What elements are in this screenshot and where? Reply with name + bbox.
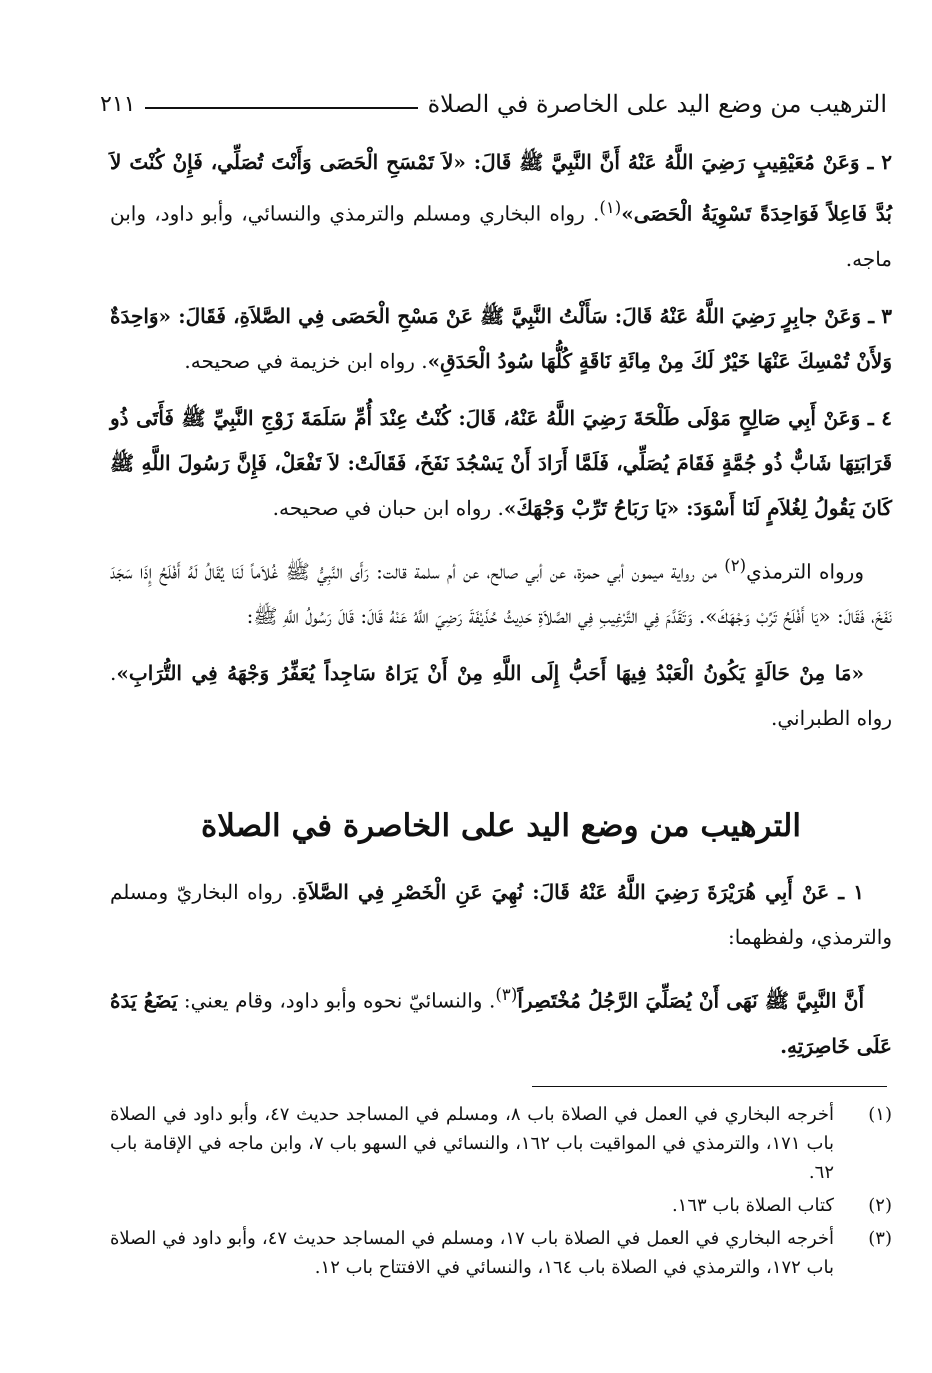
section-text [110, 870, 892, 1081]
hadith-text: يَضَعُ يَدَهُ عَلَى خَاصِرَتِهِ. [110, 988, 892, 1058]
hadith-text: ٢ ـ وَعَنْ مُعَيْقِيبٍ رَضِيَ اللَّهُ عَنْهُ أَنَّ النَّبِيَّ ﷺ قَالَ: «لاَ تَمْسَحِ الْحَصَى وَأَنْتَ تُصَلِّي، فَإِنْ كُنْتَ لاَ بُدَّ فَاعِلاً فَوَاحِدَةً تَسْوِيَةُ الْحَصَى» [110, 150, 892, 226]
main-text [110, 140, 892, 753]
source-text: . رواه الطبراني. [110, 661, 892, 731]
hadith-text: ٤ ـ وَعَنْ أَبِي صَالِحٍ مَوْلَى طَلْحَةَ رَضِيَ اللَّهُ عَنْهُ، قَالَ: كُنْتُ عِنْدَ أُمِّ سَلَمَةَ زَوْجِ النَّبِيِّ ﷺ فَأَتَى ذُو قَرَابَتِهَا شَابٌّ ذُو جُمَّةٍ فَقَامَ يُصَلِّي، فَلَمَّا أَرَادَ أَنْ يَسْجُدَ نَفَخَ، فَقَالَتْ: لاَ تَفْعَلْ، فَإِنَّ رَسُولَ اللَّهِ ﷺ كَانَ يَقُولُ لِغُلاَمٍ لَنَا أَسْوَدَ: «يَا رَبَاحُ تَرِّبْ وَجْهَكَ» [110, 405, 892, 520]
source-text: . رواه ابن خزيمة في صحيحه. [184, 348, 428, 373]
source-text: . رواه البخاري ومسلم والترمذي والنسائي، وأبو داود، وابن ماجه. [110, 201, 892, 271]
footnote-ref: (١) [599, 198, 622, 217]
footnote-number: (٢) [868, 1195, 892, 1216]
tirmidhi-paragraph [110, 543, 892, 640]
narration-text: ورواه الترمذي [746, 559, 864, 584]
hadith-paragraph-3 [110, 294, 892, 384]
footnote-text: كتاب الصلاة باب ١٦٣. [671, 1195, 834, 1216]
footnote-item [110, 1191, 892, 1220]
footnote-ref: (٢) [724, 555, 747, 575]
footnotes [110, 1100, 892, 1286]
source-text: . رواه البخاريّ ومسلم والترمذي، ولفظهما: [110, 880, 892, 949]
hadith-text: ١ ـ عَنْ أَبِي هُرَيْرَةَ رَضِيَ اللَّهُ عَنْهُ قَالَ: نُهِيَ عَنِ الْخَصْرِ فِي الصَّلاَةِ [297, 880, 864, 904]
hadith-text: أَنَّ النَّبِيَّ ﷺ نَهَى أَنْ يُصَلِّيَ الرَّجُلُ مُخْتَصِراً [517, 988, 864, 1013]
header-rule [145, 107, 417, 109]
footnote-number: (١) [868, 1104, 892, 1125]
hadith-text: ٣ ـ وَعَنْ جابِرٍ رَضِيَ اللَّهُ عَنْهُ قَالَ: سَأَلْتُ النَّبِيَّ ﷺ عَنْ مَسْحِ الْحَصَى فِي الصَّلاَةِ، فَقَالَ: «وَاحِدَةٌ وَلأَنْ تُمْسِكَ عَنْهَا خَيْرٌ لَكَ مِنْ مِائَةِ نَاقَةٍ كُلُّهَا سُودُ الْحَدَقِ» [110, 303, 892, 373]
section-hadith-1-wording [110, 972, 892, 1069]
hadith-paragraph-2 [110, 140, 892, 282]
section-heading: الترهيب من وضع اليد على الخاصرة في الصلاة [200, 808, 801, 844]
footnote-rule [532, 1086, 887, 1087]
footnote-number: (٣) [868, 1228, 892, 1249]
quote-paragraph [110, 651, 892, 741]
running-title: الترهيب من وضع اليد على الخاصرة في الصلاة [427, 90, 887, 118]
hadith-paragraph-4 [110, 396, 892, 531]
source-text: . رواه ابن حبان في صحيحه. [272, 495, 504, 520]
footnote-ref: (٣) [495, 985, 518, 1004]
footnote-text: أخرجه البخاري في العمل في الصلاة باب ٨، ومسلم في المساجد حديث ٤٧، وأبو داود في الصلاة باب ١٧١، والترمذي في المواقيت باب ١٦٢، والنسائي في السهو باب ٧، وابن ماجه في الإقامة باب ٦٢. [110, 1104, 834, 1183]
hadith-text: «مَا مِنْ حَالَةٍ يَكُونُ الْعَبْدُ فِيهَا أَحَبُّ إِلَى اللَّهِ مِنْ أَنْ يَرَاهُ سَاجِداً يُعَفِّرُ وَجْهَهُ فِي التُّرَابِ» [116, 661, 864, 686]
footnote-text: أخرجه البخاري في العمل في الصلاة باب ١٧، ومسلم في المساجد حديث ٤٧، وأبو داود في الصلاة باب ١٧٢، والترمذي في الصلاة باب ١٦٤، والنسائي في الافتتاح باب ١٢. [110, 1228, 835, 1278]
section-hadith-1 [110, 870, 892, 960]
footnote-item [110, 1224, 892, 1282]
source-text: . والنسائيّ نحوه وأبو داود، وقام يعني: [177, 988, 496, 1013]
page-header [100, 84, 887, 124]
page-number: ٢١١ [100, 91, 136, 117]
narration-text: من رواية ميمون أبي حمزة، عن أبي صالح، عن أم سلمة قالت: رَأَى النَّبِيُّ ﷺ غُلاَماً لَنَا يُقَالُ لَهُ أَفْلَحُ إِذَا سَجَدَ نَفَخَ، فَقَالَ: «يَا أَفْلَحُ تَرِّبْ وَجْهَكَ». وَتَقَدَّمَ فِي التَّرْغِيبِ فِي الصَّلاَةِ حَدِيثُ حُذَيْفَةَ رَضِيَ اللَّهُ عَنْهُ قَالَ: قَالَ رَسُولُ اللَّهِ ﷺ: [110, 559, 892, 629]
footnote-item [110, 1100, 892, 1187]
